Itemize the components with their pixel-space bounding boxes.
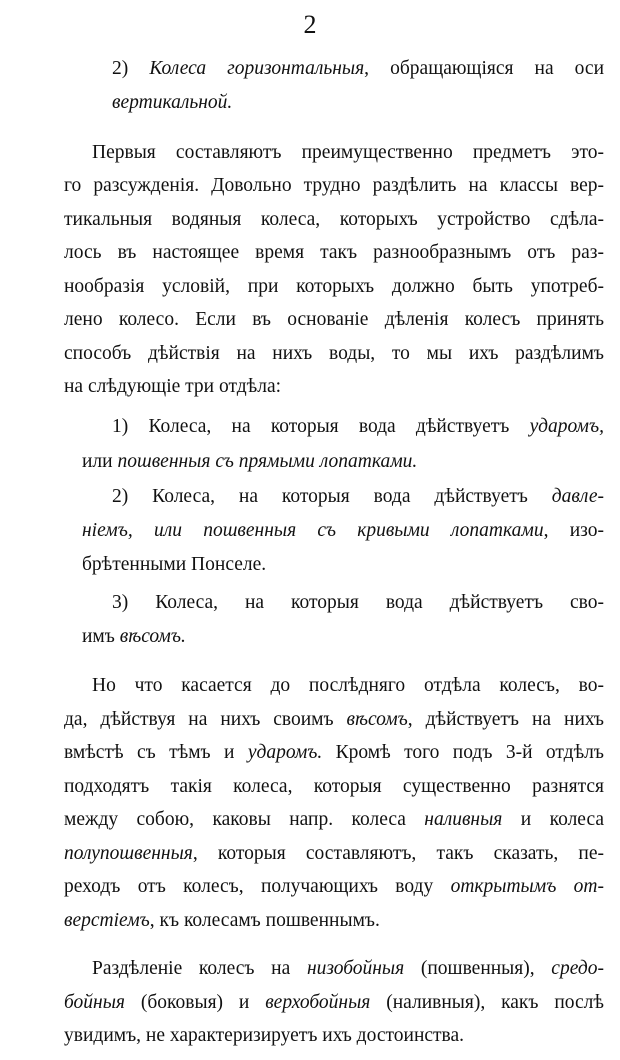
text-line [112, 56, 604, 82]
line-segment-italic: низобойныя [306, 958, 405, 979]
line-segment: имъ [82, 626, 120, 647]
line-segment-italic: средо- [551, 958, 604, 979]
line-segment-italic: пошвенныя съ прямыми лопатками. [117, 451, 418, 472]
text-line [64, 274, 604, 300]
text-line [112, 484, 604, 510]
line-segment: , изо- [543, 520, 604, 541]
line-segment: между собою, каковы напр. колеса [64, 809, 425, 830]
text-line [82, 449, 620, 475]
text-line [112, 90, 620, 116]
line-segment-italic: давле- [551, 486, 604, 507]
line-segment: тикальныя водяныя колеса, которыхъ устройство сдѣла- [64, 209, 604, 230]
line-segment: , которыя составляютъ, такъ сказать, пе- [192, 843, 604, 864]
text-line [92, 140, 604, 166]
line-segment: способъ дѣйствія на нихъ воды, то мы ихъ раздѣлимъ [64, 343, 604, 364]
line-segment: 1) Колеса, на которыя вода дѣйствуетъ [112, 416, 530, 437]
text-line [64, 774, 604, 800]
text-line [64, 990, 604, 1016]
text-line [64, 874, 604, 900]
line-segment: или [82, 451, 118, 472]
text-line [64, 807, 604, 833]
text-line [82, 624, 620, 650]
line-segment: на слѣдующіе три отдѣла: [64, 376, 282, 397]
text-line [64, 341, 604, 367]
line-segment: (боковыя) и [125, 992, 266, 1013]
line-segment: (наливныя), какъ послѣ [370, 992, 605, 1013]
line-segment-italic: Колеса горизонтальныя [149, 58, 365, 79]
text-line [64, 740, 604, 766]
text-line [64, 207, 604, 233]
text-line [64, 841, 604, 867]
text-line [112, 590, 604, 616]
line-segment: подходятъ такія колеса, которыя существенно разнятся [64, 776, 604, 797]
line-segment-italic: вертикальной. [112, 92, 233, 113]
line-segment-italic: ударомъ. [247, 742, 323, 763]
text-line [64, 1023, 604, 1049]
line-segment: брѣтенными Понселе. [82, 554, 267, 575]
line-segment: , обращающіяся на оси [364, 58, 605, 79]
line-segment-italic: открытымъ от- [450, 876, 604, 897]
line-segment: , дѣйствуетъ на нихъ [407, 709, 604, 730]
line-segment: реходъ отъ колесъ, получающихъ воду [64, 876, 451, 897]
line-segment: Раздѣленіе колесъ на [92, 958, 307, 979]
text-line [82, 552, 620, 578]
text-line [64, 240, 604, 266]
text-line [112, 414, 604, 440]
line-segment-italic: верхобойныя [265, 992, 371, 1013]
line-segment-italic: ніемъ, или пошвенныя съ кривыми лопатками [82, 520, 544, 541]
text-line [82, 518, 604, 544]
line-segment: 2) [112, 58, 150, 79]
line-segment: лось въ настоящее время такъ разнообразнымъ отъ раз- [64, 242, 604, 263]
line-segment-italic: ударомъ, [529, 416, 604, 437]
line-segment: нообразія условій, при которыхъ должно быть употреб- [64, 276, 604, 297]
page-number: 2 [303, 10, 317, 39]
line-segment-italic: вѣсомъ. [119, 626, 186, 647]
line-segment-italic: наливныя [424, 809, 503, 830]
text-line [64, 908, 604, 934]
line-segment: вмѣстѣ съ тѣмъ и [64, 742, 248, 763]
line-segment-italic: полупошвенныя [64, 843, 193, 864]
text-line [64, 707, 604, 733]
line-segment: 2) Колеса, на которыя вода дѣйствуетъ [112, 486, 552, 507]
line-segment: , къ колесамъ пошвеннымъ. [149, 910, 380, 931]
text-line [92, 673, 604, 699]
line-segment: Кромѣ того подъ 3-й отдѣлъ [322, 742, 604, 763]
line-segment-italic: верстіемъ [64, 910, 150, 931]
line-segment: 3) Колеса, на которыя вода дѣйствуетъ сво- [112, 592, 604, 613]
text-line [64, 374, 604, 400]
line-segment: го разсужденія. Довольно трудно раздѣлить на классы вер- [64, 175, 604, 196]
line-segment: лено колесо. Если въ основаніе дѣленія колесъ принять [64, 309, 604, 330]
line-segment-italic: бойныя [64, 992, 125, 1013]
line-segment: (пошвенныя), [404, 958, 552, 979]
line-segment: Первыя составляютъ преимущественно предметъ это- [92, 142, 604, 163]
text-line [92, 956, 604, 982]
line-segment: и колеса [502, 809, 604, 830]
line-segment: Но что касается до послѣдняго отдѣла колесъ, во- [92, 675, 604, 696]
line-segment: увидимъ, не характеризируетъ ихъ достоинства. [64, 1025, 465, 1046]
line-segment: да, дѣйствуя на нихъ своимъ [64, 709, 347, 730]
text-line [64, 173, 604, 199]
text-line [64, 307, 604, 333]
line-segment-italic: вѣсомъ [346, 709, 408, 730]
